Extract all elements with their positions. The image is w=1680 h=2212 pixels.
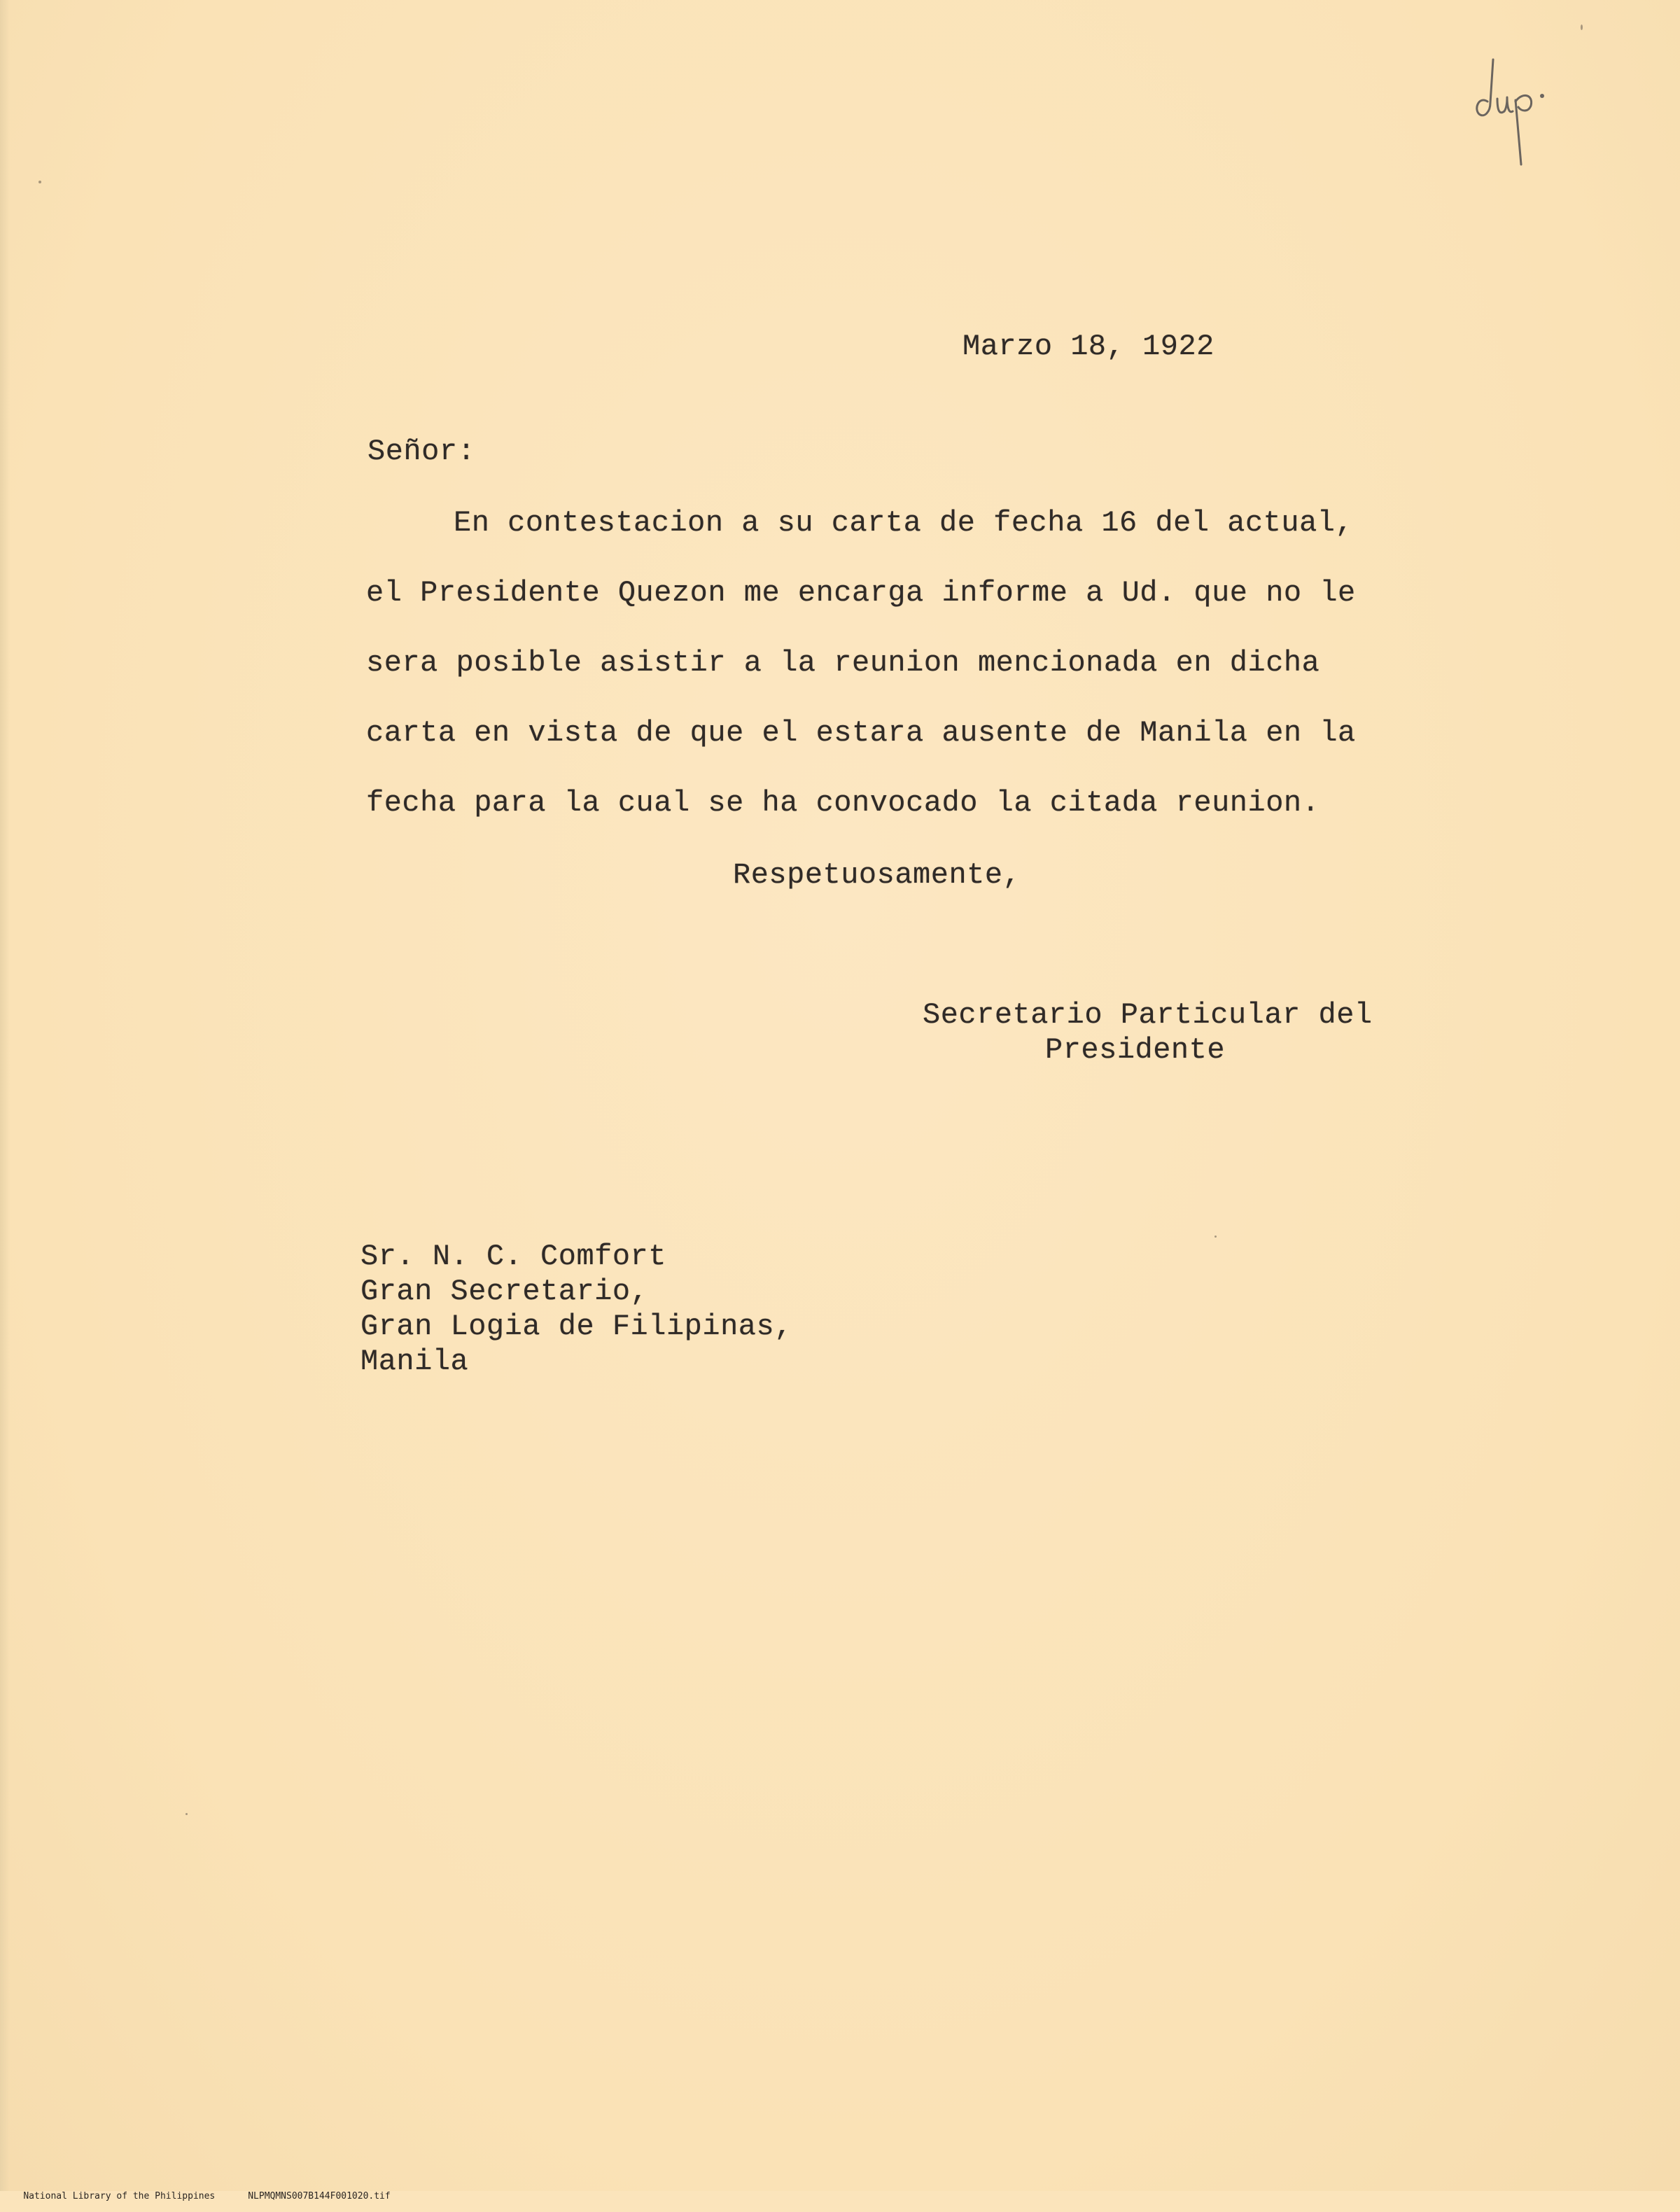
body-line: fecha para la cual se ha convocado la citada reunion.	[366, 786, 1320, 820]
signature-title-line2: Presidente	[1045, 1033, 1226, 1067]
recipient-city: Manila	[360, 1345, 469, 1378]
scan-footer	[1, 2180, 391, 2212]
recipient-title: Gran Secretario,	[360, 1275, 649, 1308]
footer-library: National Library of the Philippines	[23, 2191, 216, 2202]
letter-date: Marzo 18, 1922	[962, 330, 1214, 363]
page-edge-shadow	[0, 0, 10, 2191]
paper-speck	[186, 1813, 188, 1815]
closing: Respetuosamente,	[733, 858, 1021, 892]
body-line: sera posible asistir a la reunion mencionada en dicha	[366, 646, 1320, 680]
body-line: carta en vista de que el estara ausente de Manila en la	[366, 716, 1356, 750]
recipient-organization: Gran Logia de Filipinas,	[360, 1310, 792, 1343]
body-line: En contestacion a su carta de fecha 16 del actual,	[454, 506, 1354, 540]
salutation: Señor:	[368, 435, 476, 468]
paper-speck	[1581, 24, 1583, 30]
handwritten-note-dup	[1466, 38, 1572, 178]
signature-title-line1: Secretario Particular del	[923, 998, 1373, 1032]
paper-speck	[38, 181, 41, 183]
paper-speck	[1214, 1236, 1217, 1238]
recipient-name: Sr. N. C. Comfort	[360, 1240, 666, 1273]
footer-file-id: NLPMQMNS007B144F001020.tif	[248, 2191, 391, 2202]
body-line: el Presidente Quezon me encarga informe a Ud. que no le	[366, 576, 1356, 610]
